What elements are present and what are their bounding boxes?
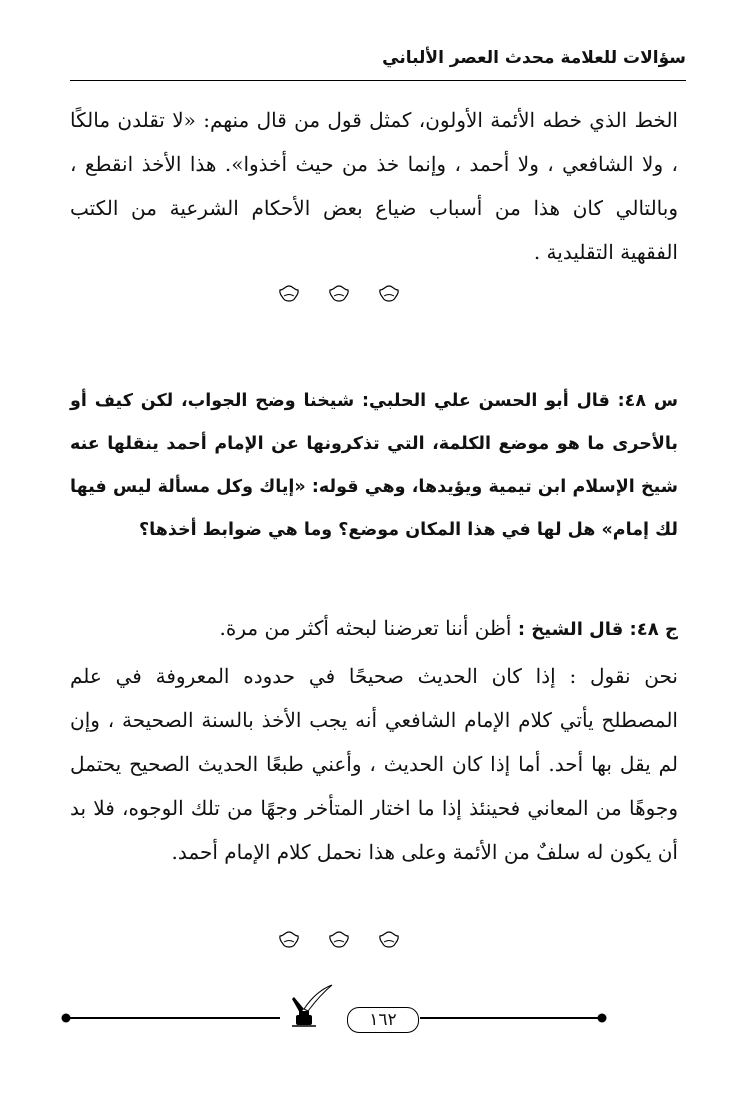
answer-first-line — [70, 606, 678, 652]
flower-ornament-icon — [276, 284, 302, 304]
header-title: سؤالات للعلامة محدث العصر الألباني — [382, 48, 686, 68]
running-header — [62, 40, 686, 80]
flower-ornament-icon — [376, 930, 402, 950]
page-number: ١٦٢ — [347, 1007, 419, 1033]
header-rule — [70, 80, 686, 81]
question-text: قال أبو الحسن علي الحلبي: شيخنا وضح الجواب، لكن كيف أو بالأحرى ما هو موضع الكلمة، التي تذكرونها عن الإمام أحمد ينقلها عنه شيخ الإسلام ابن تيمية ويؤيدها، وهي قوله: «إياك وكل مسألة ليس فيها لك إمام» هل لها في هذا المكان موضع؟ وما هي ضوابط أخذها؟ — [70, 391, 678, 540]
flower-ornament-icon — [326, 284, 352, 304]
paragraph-1: الخط الذي خطه الأئمة الأولون، كمثل قول من قال منهم: «لا تقلدن مالكًا ، ولا الشافعي ، ولا أحمد ، وإنما خذ من حيث أخذوا». هذا الأخذ انقطع ، وبالتالي كان هذا من أسباب ضياع بعض الأحكام الشرعية من الكتب الفقهية التقليدية . — [70, 108, 678, 264]
question-label: س ٤٨: — [617, 391, 678, 411]
question-paragraph — [70, 380, 678, 552]
flower-ornament-icon — [376, 284, 402, 304]
flower-ornament-icon — [276, 930, 302, 950]
page-footer — [60, 995, 610, 1045]
inkwell-quill-icon — [286, 981, 336, 1031]
flower-ornament-icon — [326, 930, 352, 950]
answer-label: ج ٤٨: قال الشيخ : — [517, 619, 678, 640]
section-divider — [264, 930, 414, 952]
answer-paragraph: نحن نقول : إذا كان الحديث صحيحًا في حدوده المعروفة في علم المصطلح يأتي كلام الإمام الشافعي أنه يجب الأخذ بالسنة الصحيحة ، وإن لم يقل بها أحد. أما إذا كان الحديث ، وأعني طبعًا الحديث الصحيح يحتمل وجوهًا من المعاني فحينئذ إذا ما اختار المتأخر وجهًا من تلك الوجوه، فلا بد أن يكون له سلفٌ من الأئمة وعلى هذا نحمل كلام الإمام أحمد. — [70, 664, 678, 864]
answer-first-sentence: أظن أننا تعرضنا لبحثه أكثر من مرة. — [219, 616, 512, 640]
section-divider — [264, 284, 414, 306]
